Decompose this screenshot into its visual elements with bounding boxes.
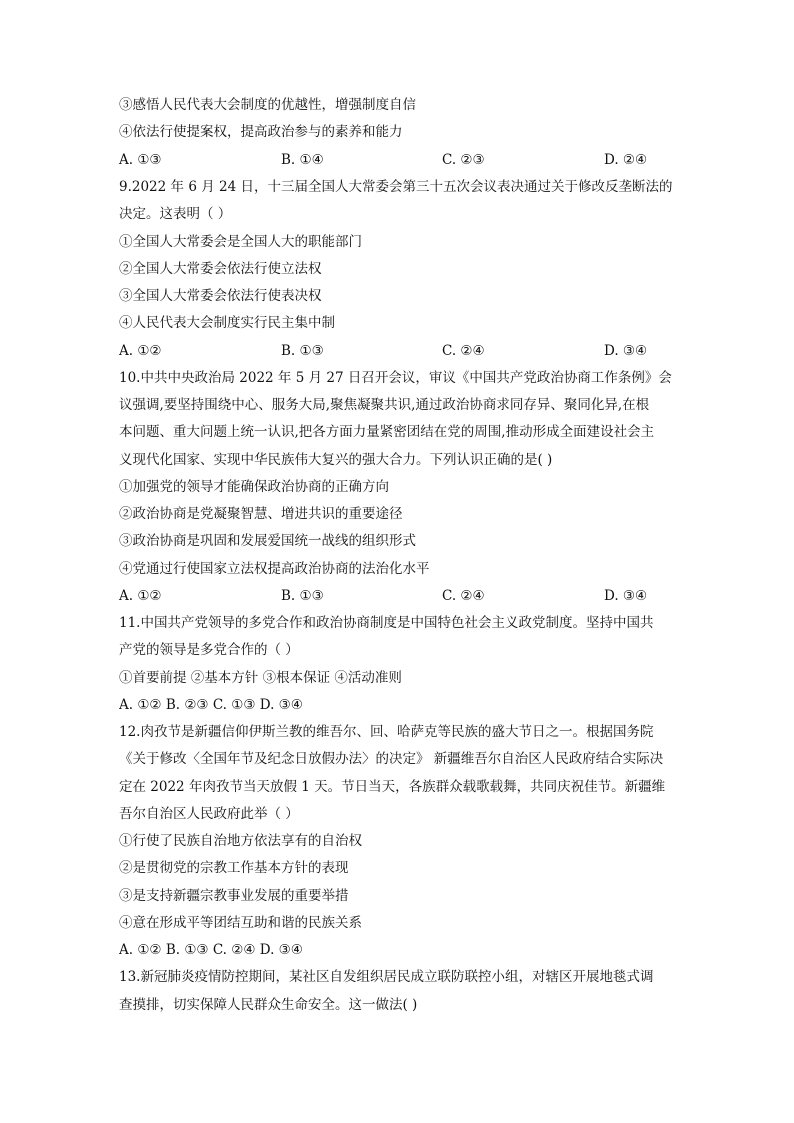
- q9-option-a: A. ①②: [119, 343, 162, 359]
- q8-item-3: ③感悟人民代表大会制度的优越性，增强制度自信: [119, 97, 416, 113]
- q10-item-1: ①加强党的领导才能确保政治协商的正确方向: [119, 479, 389, 495]
- q12-item-2: ②是贯彻党的宗教工作基本方针的表现: [119, 860, 349, 876]
- q12-stem-line-3: 定在 2022 年肉孜节当天放假 1 天。节日当天，各族群众载歌载舞，共同庆祝佳节。新疆维: [119, 779, 666, 795]
- q12-item-4: ④意在形成平等团结互助和谐的民族关系: [119, 915, 362, 931]
- q8-option-b: B. ①④: [281, 152, 324, 168]
- q10-stem-line-1: 10.中共中央政治局 2022 年 5 月 27 日召开会议，审议《中国共产党政治协商工作条例》会: [119, 370, 672, 386]
- q9-item-1: ①全国人大常委会是全国人大的职能部门: [119, 234, 362, 250]
- q13-stem-line-1: 13.新冠肺炎疫情防控期间，某社区自发组织居民成立联防联控小组，对辖区开展地毯式调: [119, 969, 654, 985]
- q12-stem-line-1: 12.肉孜节是新疆信仰伊斯兰教的维吾尔、回、哈萨克等民族的盛大节日之一。根据国务院: [119, 724, 654, 740]
- q12-options: A. ①② B. ①③ C. ②④ D. ③④: [119, 942, 303, 958]
- q9-stem-line-2: 决定。这表明（ ）: [119, 206, 232, 222]
- q9-option-d: D. ③④: [604, 343, 648, 359]
- q12-stem-line-4: 吾尔自治区人民政府此举（ ）: [119, 806, 299, 822]
- q8-option-d: D. ②④: [604, 152, 648, 168]
- q12-item-3: ③是支持新疆宗教事业发展的重要举措: [119, 888, 349, 904]
- q11-items: ①首要前提 ②基本方针 ③根本保证 ④活动准则: [119, 670, 402, 686]
- q8-option-c: C. ②③: [442, 152, 485, 168]
- q10-option-a: A. ①②: [119, 588, 162, 604]
- q8-option-a: A. ①③: [119, 152, 162, 168]
- q10-item-2: ②政治协商是党凝聚智慧、增进共识的重要途径: [119, 506, 403, 522]
- q10-stem-line-4: 义现代化国家、实现中华民族伟大复兴的强大合力。下列认识正确的是( ): [119, 452, 553, 468]
- q10-item-4: ④党通过行使国家立法权提高政治协商的法治化水平: [119, 561, 430, 577]
- q11-options: A. ①② B. ②③ C. ①③ D. ③④: [119, 697, 303, 713]
- q9-stem-line-1: 9.2022 年 6 月 24 日，十三届全国人大常委会第三十五次会议表决通过关于修改反垄断法的: [119, 179, 673, 195]
- q10-item-3: ③政治协商是巩固和发展爱国统一战线的组织形式: [119, 533, 416, 549]
- q12-item-1: ①行使了民族自治地方依法享有的自治权: [119, 833, 362, 849]
- q11-stem-line-2: 产党的领导是多党合作的（ ）: [119, 642, 299, 658]
- q9-option-b: B. ①③: [281, 343, 324, 359]
- q8-item-4: ④依法行使提案权，提高政治参与的素养和能力: [119, 124, 403, 140]
- q10-stem-line-2: 议强调,要坚持围绕中心、服务大局,聚焦凝聚共识,通过政治协商求同存异、聚同化异,在根: [119, 397, 650, 413]
- q10-option-d: D. ③④: [604, 588, 648, 604]
- q12-stem-line-2: 《关于修改〈全国年节及纪念日放假办法〉的决定》 新疆维吾尔自治区人民政府结合实际决: [119, 751, 664, 767]
- q10-stem-line-3: 本问题、重大问题上统一认识,把各方面力量紧密团结在党的周围,推动形成全面建设社会主: [119, 424, 655, 440]
- q11-stem-line-1: 11.中国共产党领导的多党合作和政治协商制度是中国特色社会主义政党制度。坚持中国共: [119, 615, 654, 631]
- q9-item-2: ②全国人大常委会依法行使立法权: [119, 261, 322, 277]
- q9-option-c: C. ②④: [442, 343, 485, 359]
- q13-stem-line-2: 查摸排，切实保障人民群众生命安全。这一做法( ): [119, 997, 418, 1013]
- q9-item-3: ③全国人大常委会依法行使表决权: [119, 288, 322, 304]
- q10-option-c: C. ②④: [442, 588, 485, 604]
- q9-item-4: ④人民代表大会制度实行民主集中制: [119, 315, 335, 331]
- q10-option-b: B. ①③: [281, 588, 324, 604]
